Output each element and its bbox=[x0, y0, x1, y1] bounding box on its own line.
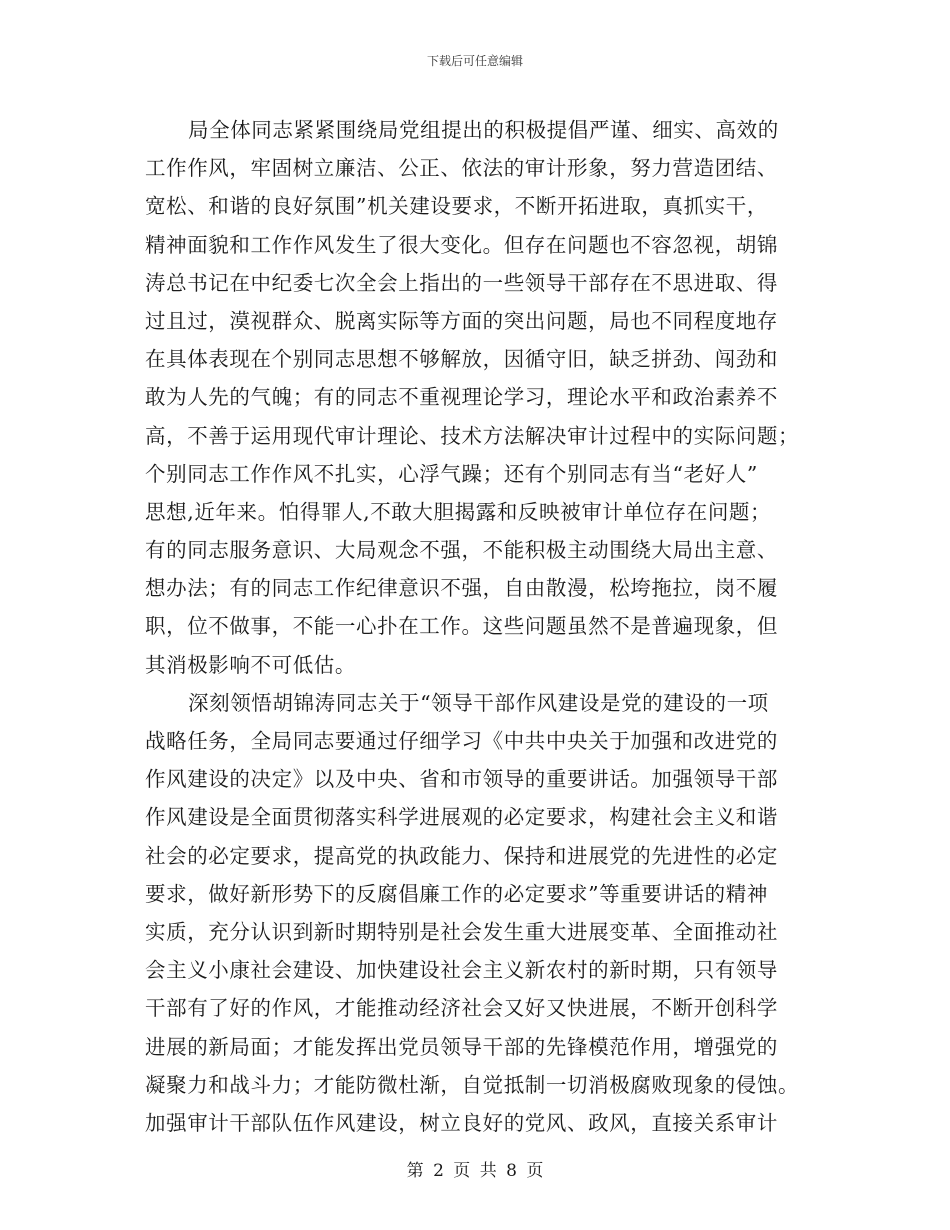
page-footer: 第 2 页 共 8 页 bbox=[406, 1161, 544, 1181]
text-line: 进展的新局面；才能发挥出党员领导干部的先锋模范作用，增强党的 bbox=[145, 1034, 778, 1059]
text-line: 加强审计干部队伍作风建设，树立良好的党风、政风，直接关系审计 bbox=[145, 1110, 778, 1135]
text-line: 工作作风，牢固树立廉洁、公正、依法的审计形象，努力营造团结、 bbox=[145, 156, 778, 181]
text-line: 敢为人先的气魄；有的同志不重视理论学习，理论水平和政治素养不 bbox=[145, 385, 778, 410]
text-line: 职，位不做事，不能一心扑在工作。这些问题虽然不是普遍现象，但 bbox=[145, 614, 778, 639]
body-text bbox=[145, 111, 805, 1142]
text-line: 宽松、和谐的良好氛围”机关建设要求，不断开拓进取，真抓实干， bbox=[145, 194, 768, 219]
text-line: 其消极影响不可低估。 bbox=[145, 652, 356, 677]
text-line: 在具体表现在个别同志思想不够解放，因循守旧，缺乏拼劲、闯劲和 bbox=[145, 347, 778, 372]
text-line: 深刻领悟胡锦涛同志关于“领导干部作风建设是党的建设的一项 bbox=[188, 690, 769, 715]
text-line: 战略任务，全局同志要通过仔细学习《中共中央关于加强和改进党的 bbox=[145, 729, 778, 753]
text-line: 实质，充分认识到新时期特别是社会发生重大进展变革、全面推动社 bbox=[145, 919, 778, 944]
text-line: 过且过，漠视群众、脱离实际等方面的突出问题，局也不同程度地存 bbox=[145, 308, 778, 333]
text-line: 作风建设的决定》以及中央、省和市领导的重要讲话。加强领导干部 bbox=[145, 767, 778, 792]
page-header: 下载后可任意编辑 bbox=[426, 54, 523, 68]
text-line: 高，不善于运用现代审计理论、技术方法解决审计过程中的实际问题； bbox=[145, 423, 800, 448]
text-line: 个别同志工作作风不扎实，心浮气躁；还有个别同志有当“老好人” bbox=[145, 461, 758, 486]
text-line: 局全体同志紧紧围绕局党组提出的积极提倡严谨、细实、高效的 bbox=[188, 118, 779, 142]
text-line: 思想,近年来。怕得罪人,不敢大胆揭露和反映被审计单位存在问题； bbox=[145, 499, 772, 524]
text-line: 涛总书记在中纪委七次全会上指出的一些领导干部存在不思进取、得 bbox=[145, 270, 778, 295]
text-line: 社会的必定要求，提高党的执政能力、保持和进展党的先进性的必定 bbox=[145, 843, 778, 868]
text-line: 精神面貌和工作作风发生了很大变化。但存在问题也不容忽视，胡锦 bbox=[145, 232, 778, 257]
text-line: 想办法；有的同志工作纪律意识不强，自由散漫，松垮拖拉，岗不履 bbox=[145, 576, 778, 601]
text-line: 作风建设是全面贯彻落实科学进展观的必定要求，构建社会主义和谐 bbox=[145, 805, 778, 830]
text-line: 凝聚力和战斗力；才能防微杜渐，自觉抵制一切消极腐败现象的侵蚀。 bbox=[145, 1072, 800, 1097]
text-line: 干部有了好的作风，才能推动经济社会又好又快进展，不断开创科学 bbox=[145, 996, 778, 1021]
text-line: 会主义小康社会建设、加快建设社会主义新农村的新时期，只有领导 bbox=[145, 958, 778, 983]
text-line: 要求，做好新形势下的反腐倡廉工作的必定要求”等重要讲话的精神 bbox=[145, 881, 768, 906]
text-line: 有的同志服务意识、大局观念不强，不能积极主动围绕大局出主意、 bbox=[145, 538, 778, 563]
